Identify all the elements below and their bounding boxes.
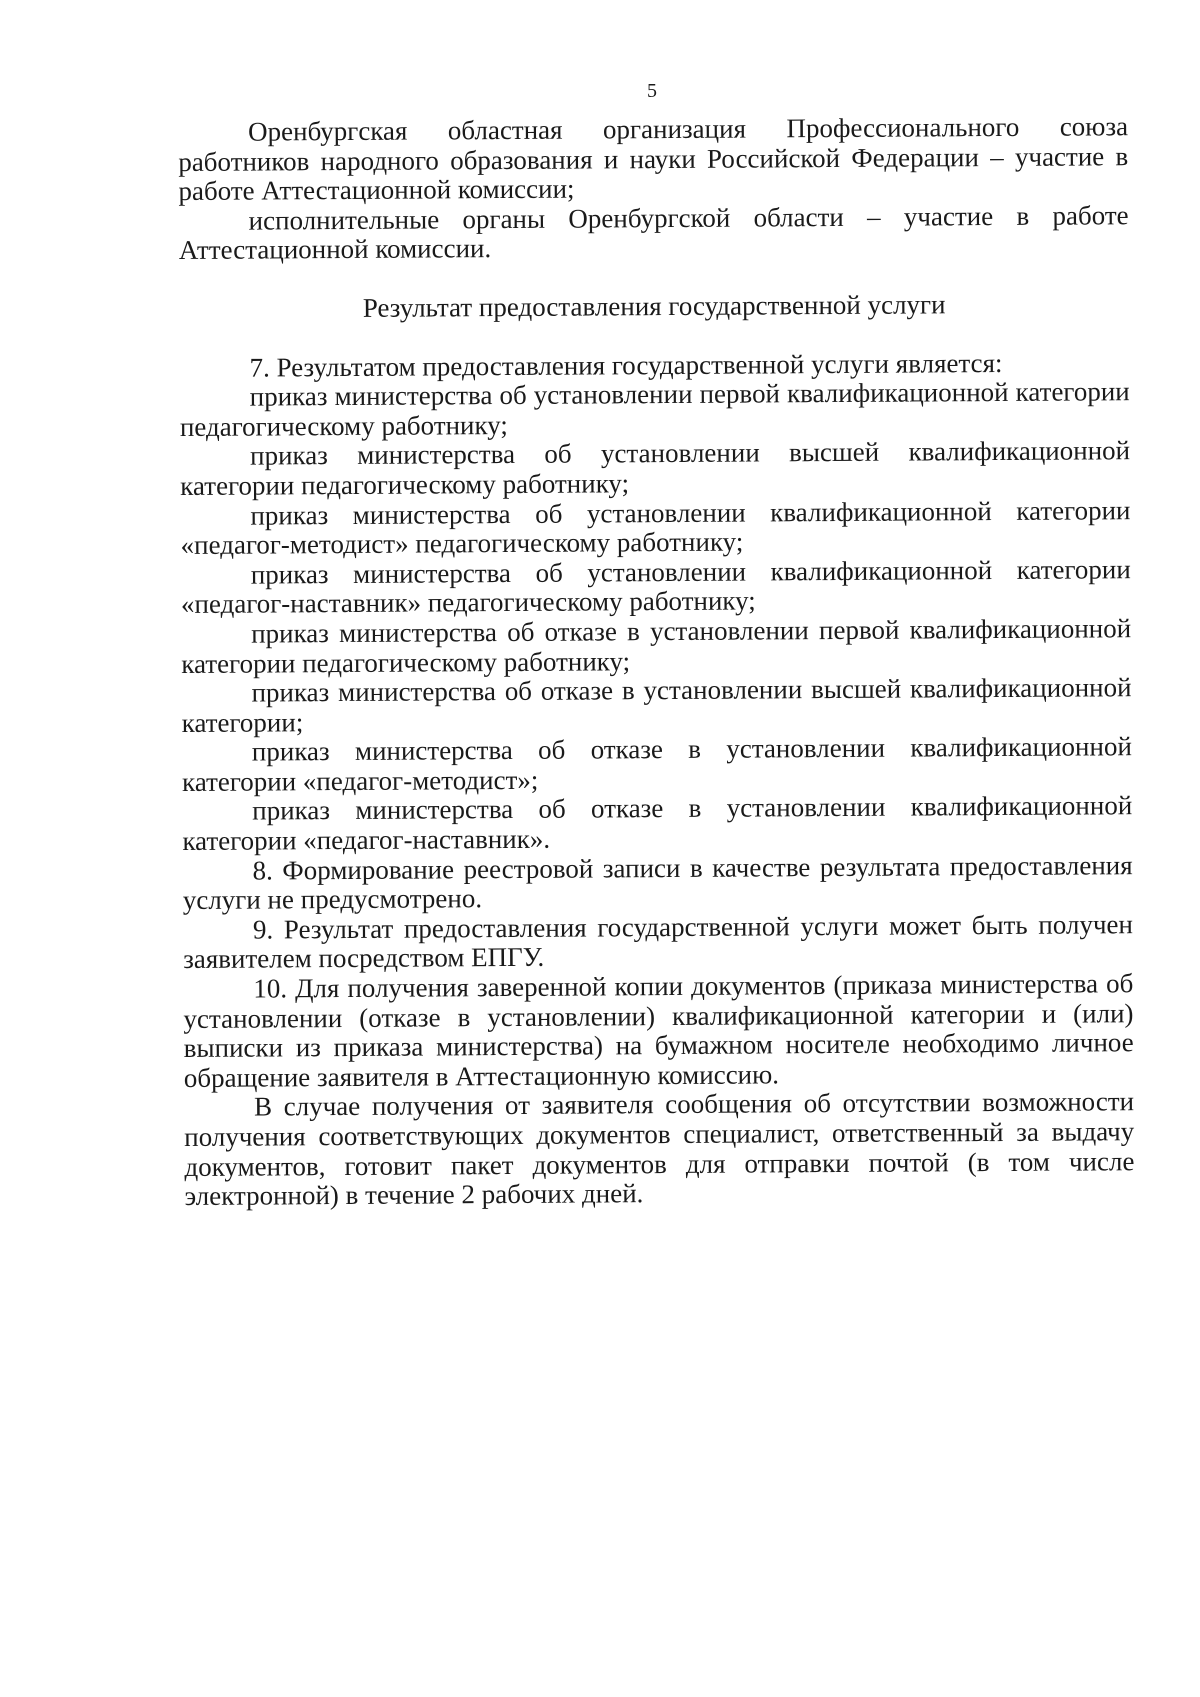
- item-10-paragraph: 10. Для получения заверенной копии документов (приказа министерства об установлении (отказе в установлении) квалификационной категории и (или) выписки из приказа министерства) на бумажном носителе необходимо личное обращение заявителя в Аттестационную комиссию.: [183, 968, 1134, 1093]
- result-item: приказ министерства об установлении высшей квалификационной категории педагогическому работнику;: [180, 435, 1131, 501]
- result-item: приказ министерства об установлении первой квалификационной категории педагогическому работнику;: [179, 376, 1130, 442]
- result-item: приказ министерства об установлении квалификационной категории «педагог-методист» педагогическому работнику;: [180, 494, 1131, 561]
- result-item: приказ министерства об отказе в установлении квалификационной категории «педагог-методист»;: [181, 731, 1132, 797]
- item-9-paragraph: 9. Результат предоставления государственной услуги может быть получен заявителем посредством ЕПГУ.: [183, 909, 1134, 975]
- item-8-paragraph: 8. Формирование реестровой записи в качестве результата предоставления услуги не предусмотрено.: [182, 849, 1133, 916]
- intro-paragraph-executive-bodies: исполнительные органы Оренбургской области – участие в работе Аттестационной комиссии.: [178, 199, 1129, 266]
- document-body: [178, 112, 1135, 1212]
- section-heading: Результат предоставления государственной услуги: [362, 289, 946, 323]
- intro-paragraph-union: Оренбургская областная организация Профессионального союза работников народного образования и науки Российской Федерации – участие в работе Аттестационной комиссии;: [178, 111, 1129, 207]
- result-item: приказ министерства об отказе в установлении высшей квалификационной категории;: [181, 672, 1132, 738]
- page-number: 5: [647, 80, 657, 102]
- closing-paragraph: В случае получения от заявителя сообщения об отсутствии возможности получения соответствующих документов специалист, ответственный за выдачу документов, готовит пакет документов для отправки почтой (в том числе электронной) в течение 2 рабочих дней.: [184, 1086, 1135, 1212]
- item-7-lead: 7. Результатом предоставления государственной услуги является:: [249, 347, 1003, 383]
- result-item: приказ министерства об отказе в установлении первой квалификационной категории педагогическому работнику;: [181, 613, 1132, 679]
- result-item: приказ министерства об установлении квалификационной категории «педагог-наставник» педагогическому работнику;: [180, 553, 1131, 620]
- result-item: приказ министерства об отказе в установлении квалификационной категории «педагог-наставник».: [182, 790, 1133, 857]
